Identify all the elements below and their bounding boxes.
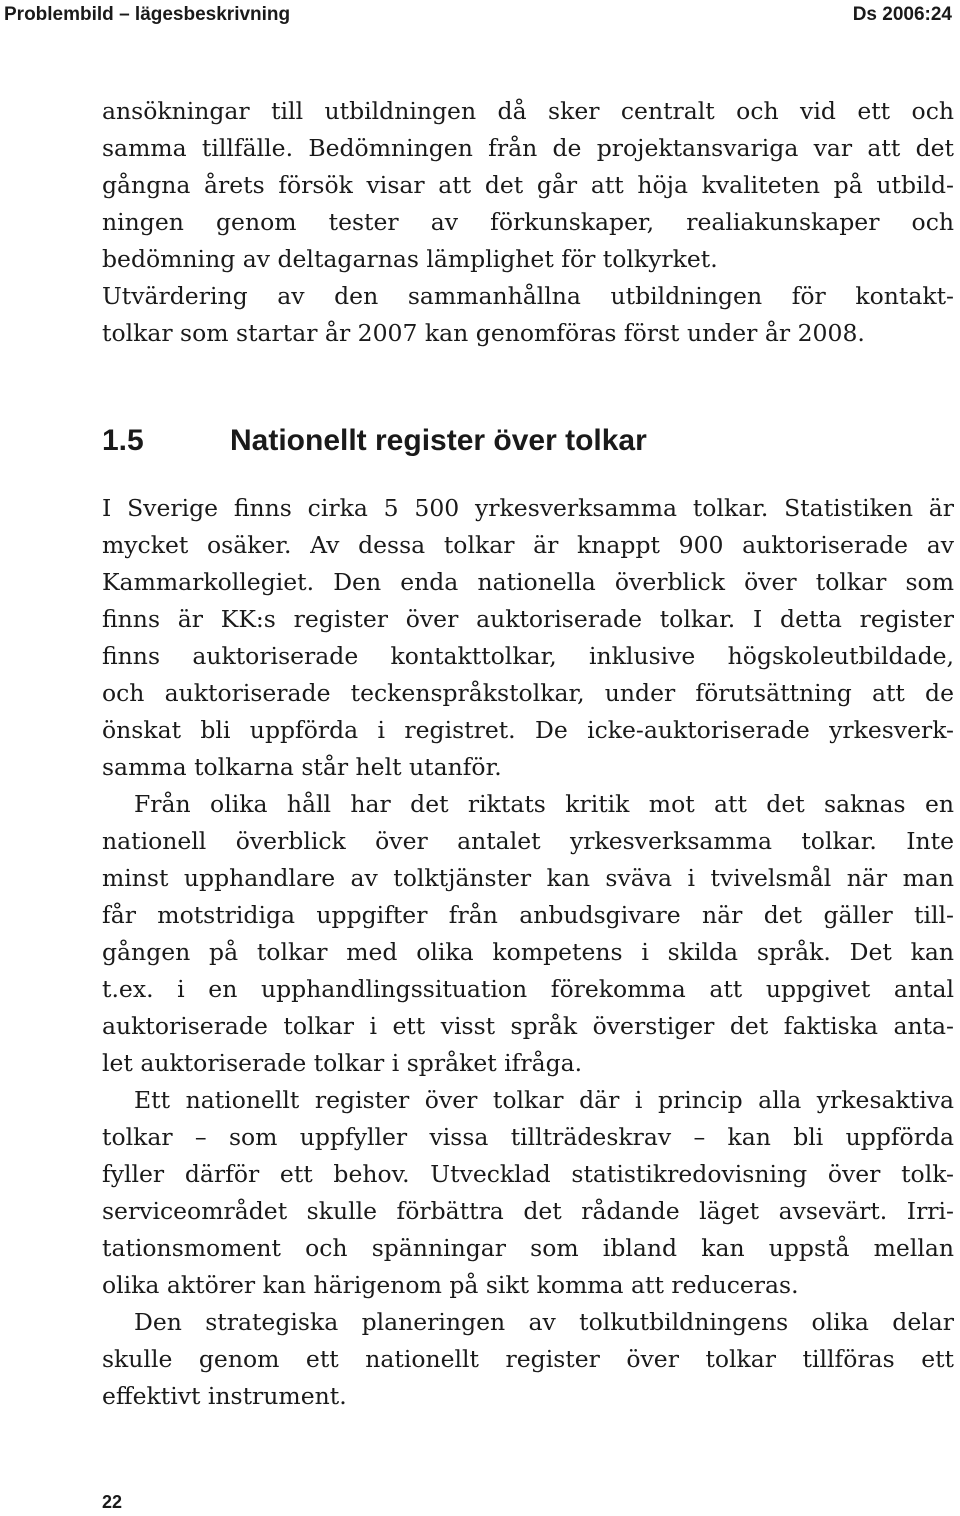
paragraph xyxy=(102,1082,954,1304)
text-line: serviceområdet skulle förbättra det rådande läget avsevärt. Irri- xyxy=(102,1197,954,1225)
page-number: 22 xyxy=(102,1492,123,1512)
text-line: och auktoriserade teckenspråkstolkar, under förutsättning att de xyxy=(102,679,954,707)
text-line: fyller därför ett behov. Utvecklad statistikredovisning över tolk- xyxy=(102,1160,954,1188)
text-line: minst upphandlare av tolktjänster kan sväva i tvivelsmål när man xyxy=(102,864,954,892)
text-line: Den strategiska planeringen av tolkutbildningens olika delar xyxy=(134,1308,954,1336)
text-line: tolkar – som uppfyller vissa tillträdeskrav – kan bli uppförda xyxy=(102,1123,954,1151)
text-line: skulle genom ett nationellt register över tolkar tillföras ett xyxy=(102,1345,954,1373)
text-line: finns auktoriserade kontakttolkar, inklusive högskoleutbildade, xyxy=(102,642,954,670)
text-line: t.ex. i en upphandlingssituation förekomma att uppgivet antal xyxy=(102,975,954,1003)
text-line: auktoriserade tolkar i ett visst språk överstiger det faktiska anta- xyxy=(102,1012,954,1040)
text-line: olika aktörer kan härigenom på sikt komma att reduceras. xyxy=(102,1271,799,1299)
text-line: gångna årets försök visar att det går att höja kvaliteten på utbild- xyxy=(102,171,954,199)
text-line: tationsmoment och spänningar som ibland kan uppstå mellan xyxy=(102,1234,954,1262)
paragraph xyxy=(102,786,954,1082)
text-line: nationell överblick över antalet yrkesverksamma tolkar. Inte xyxy=(102,827,954,855)
text-line: Kammarkollegiet. Den enda nationella överblick över tolkar som xyxy=(102,568,954,596)
paragraph xyxy=(102,1304,954,1415)
text-line: Från olika håll har det riktats kritik mot att det saknas en xyxy=(134,790,954,818)
text-line: ningen genom tester av förkunskaper, realiakunskaper och xyxy=(102,208,954,236)
text-line: Utvärdering av den sammanhållna utbildningen för kontakt- xyxy=(102,282,954,310)
running-header xyxy=(0,0,960,30)
text-line: gången på tolkar med olika kompetens i skilda språk. Det kan xyxy=(102,938,954,966)
text-line: finns är KK:s register över auktoriserade tolkar. I detta register xyxy=(102,605,954,633)
text-line: bedömning av deltagarnas lämplighet för tolkyrket. xyxy=(102,245,718,273)
section-title: Nationellt register över tolkar xyxy=(230,424,647,457)
text-line: får motstridiga uppgifter från anbudsgivare när det gäller till- xyxy=(102,901,954,929)
text-line: I Sverige finns cirka 5 500 yrkesverksamma tolkar. Statistiken är xyxy=(102,494,954,522)
text-line: samma tillfälle. Bedömningen från de projektansvariga var att det xyxy=(102,134,954,162)
section-body xyxy=(102,490,954,1415)
text-line: tolkar som startar år 2007 kan genomföras först under år 2008. xyxy=(102,319,865,347)
text-line: effektivt instrument. xyxy=(102,1382,347,1410)
text-line: ansökningar till utbildningen då sker centralt och vid ett och xyxy=(102,97,954,125)
section-number: 1.5 xyxy=(102,424,144,457)
paragraph xyxy=(102,93,954,352)
text-line: Ett nationellt register över tolkar där i princip alla yrkesaktiva xyxy=(134,1086,954,1114)
text-line: mycket osäker. Av dessa tolkar är knappt 900 auktoriserade av xyxy=(102,531,954,559)
header-chapter-title: Problembild – lägesbeskrivning xyxy=(4,4,291,25)
section-heading xyxy=(102,424,954,468)
text-line: let auktoriserade tolkar i språket ifråga. xyxy=(102,1049,583,1077)
text-line: samma tolkarna står helt utanför. xyxy=(102,753,502,781)
top-paragraph xyxy=(102,93,954,352)
paragraph xyxy=(102,490,954,786)
text-line: önskat bli uppförda i registret. De icke-auktoriserade yrkesverk- xyxy=(102,716,954,744)
header-document-id: Ds 2006:24 xyxy=(852,4,952,25)
